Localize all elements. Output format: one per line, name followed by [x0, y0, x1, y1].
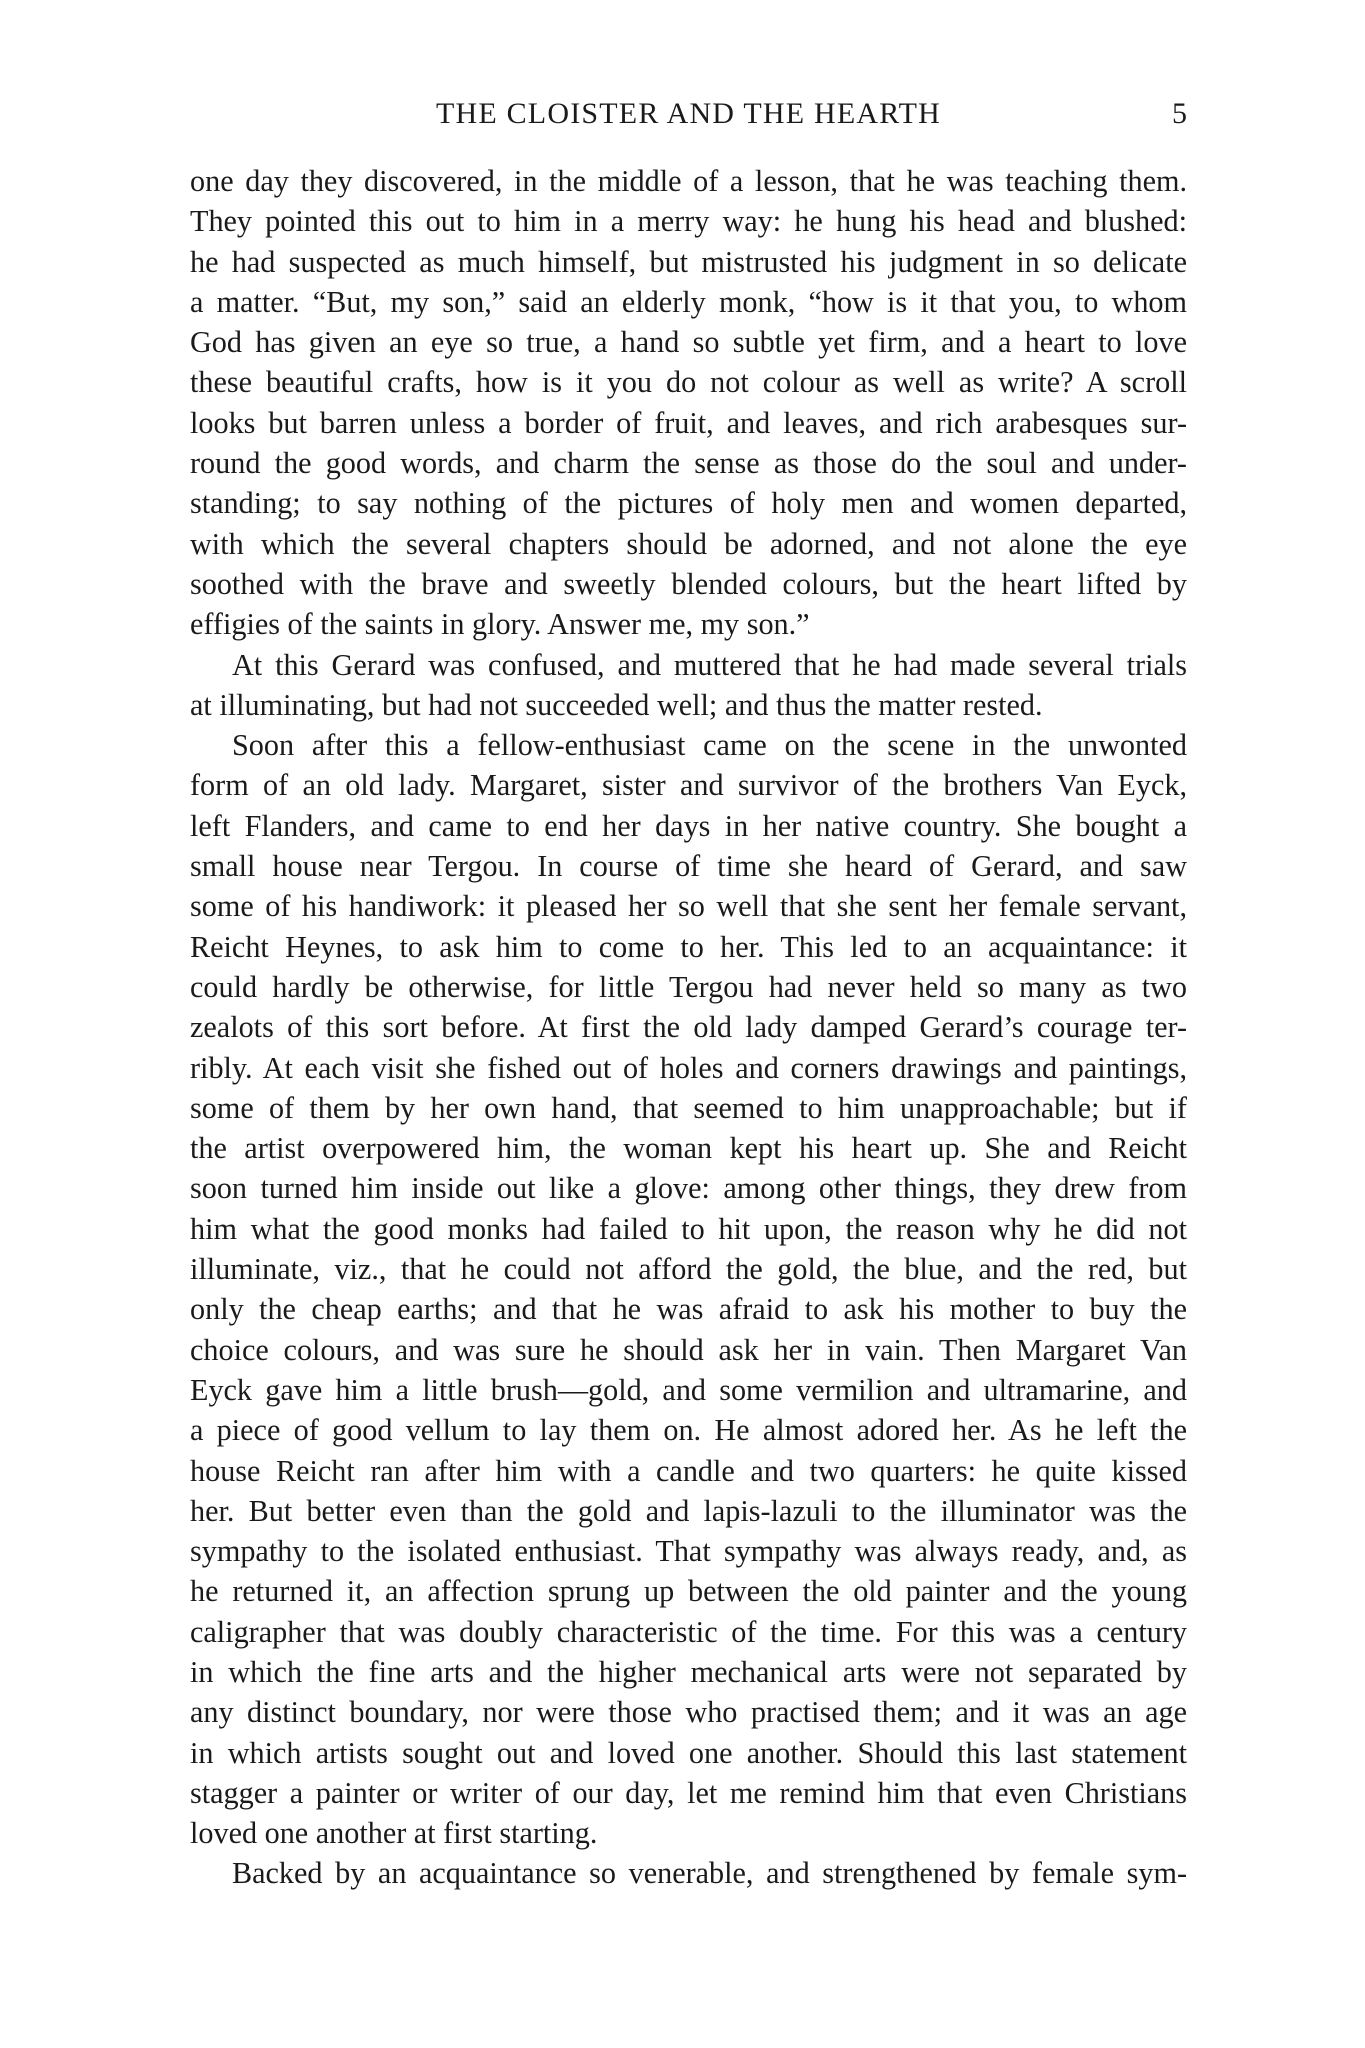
text-line: loved one another at first starting. [190, 1816, 598, 1851]
text-line: he had suspected as much himself, but mistrusted his judgment in so delicate [190, 244, 1187, 279]
text-line: God has given an eye so true, a hand so subtle yet firm, and a heart to love [190, 325, 1187, 360]
text-line: Reicht Heynes, to ask him to come to her. This led to an acquaintance: it [190, 929, 1187, 964]
paragraph [190, 725, 1187, 1853]
text-line: could hardly be otherwise, for little Tergou had never held so many as two [190, 969, 1187, 1004]
text-line: They pointed this out to him in a merry way: he hung his head and blushed: [190, 204, 1187, 239]
text-line: him what the good monks had failed to hit upon, the reason why he did not [190, 1211, 1187, 1246]
text-line: Eyck gave him a little brush—gold, and some vermilion and ultramarine, and [190, 1372, 1187, 1407]
paragraph [190, 645, 1187, 726]
text-line: a piece of good vellum to lay them on. He almost adored her. As he left the [190, 1413, 1187, 1448]
text-line: the artist overpowered him, the woman kept his heart up. She and Reicht [190, 1131, 1187, 1166]
text-line: stagger a painter or writer of our day, let me remind him that even Christians [190, 1775, 1187, 1810]
running-head [190, 94, 1187, 134]
text-line: only the cheap earths; and that he was afraid to ask his mother to buy the [190, 1292, 1187, 1327]
text-line: Soon after this a fellow-enthusiast came on the scene in the unwonted [232, 728, 1187, 763]
paragraph [190, 1853, 1187, 1893]
text-line: soon turned him inside out like a glove: among other things, they drew from [190, 1171, 1187, 1206]
text-line: ribly. At each visit she fished out of holes and corners drawings and paintings, [190, 1050, 1187, 1085]
text-line: caligrapher that was doubly characteristic of the time. For this was a century [190, 1614, 1187, 1649]
text-line: form of an old lady. Margaret, sister and survivor of the brothers Van Eyck, [190, 768, 1187, 803]
text-line: small house near Tergou. In course of time she heard of Gerard, and saw [190, 849, 1187, 884]
text-line: soothed with the brave and sweetly blended colours, but the heart lifted by [190, 566, 1187, 601]
text-line: in which the fine arts and the higher mechanical arts were not separated by [190, 1654, 1187, 1689]
text-line: these beautiful crafts, how is it you do not colour as well as write? A scroll [190, 365, 1187, 400]
text-line: left Flanders, and came to end her days in her native country. She bought a [190, 808, 1187, 843]
text-line: illuminate, viz., that he could not afford the gold, the blue, and the red, but [190, 1252, 1187, 1287]
text-line: At this Gerard was confused, and muttered that he had made several trials [232, 647, 1187, 682]
text-line: zealots of this sort before. At first the old lady damped Gerard’s courage ter- [190, 1010, 1187, 1045]
text-line: he returned it, an affection sprung up between the old painter and the young [190, 1574, 1187, 1609]
text-line: her. But better even than the gold and lapis-lazuli to the illuminator was the [190, 1493, 1187, 1528]
text-line: effigies of the saints in glory. Answer me, my son.” [190, 607, 810, 642]
text-line: some of his handiwork: it pleased her so well that she sent her female servant, [190, 889, 1187, 924]
text-line: at illuminating, but had not succeeded well; and thus the matter rested. [190, 687, 1043, 722]
text-line: house Reicht ran after him with a candle and two quarters: he quite kissed [190, 1453, 1187, 1488]
text-line: sympathy to the isolated enthusiast. That sympathy was always ready, and, as [190, 1534, 1187, 1569]
text-line: one day they discovered, in the middle of a lesson, that he was teaching them. [190, 164, 1187, 198]
text-line: some of them by her own hand, that seemed to him unapproachable; but if [190, 1090, 1187, 1125]
text-line: any distinct boundary, nor were those who practised them; and it was an age [190, 1695, 1187, 1730]
body-text [190, 161, 1187, 1894]
paragraph [190, 161, 1187, 645]
text-line: looks but barren unless a border of fruit, and leaves, and rich arabesques sur- [190, 405, 1187, 440]
text-line: choice colours, and was sure he should ask her in vain. Then Margaret Van [190, 1332, 1187, 1367]
text-line: with which the several chapters should be adorned, and not alone the eye [190, 526, 1187, 561]
running-title: THE CLOISTER AND THE HEARTH [435, 97, 942, 130]
text-line: round the good words, and charm the sense as those do the soul and under- [190, 446, 1187, 481]
text-line: a matter. “But, my son,” said an elderly monk, “how is it that you, to whom [190, 284, 1187, 319]
page-number: 5 [1172, 97, 1187, 130]
text-line: in which artists sought out and loved one another. Should this last statement [190, 1735, 1187, 1770]
text-line: Backed by an acquaintance so venerable, and strengthened by female sym- [232, 1856, 1187, 1891]
text-line: standing; to say nothing of the pictures of holy men and women departed, [190, 486, 1187, 521]
